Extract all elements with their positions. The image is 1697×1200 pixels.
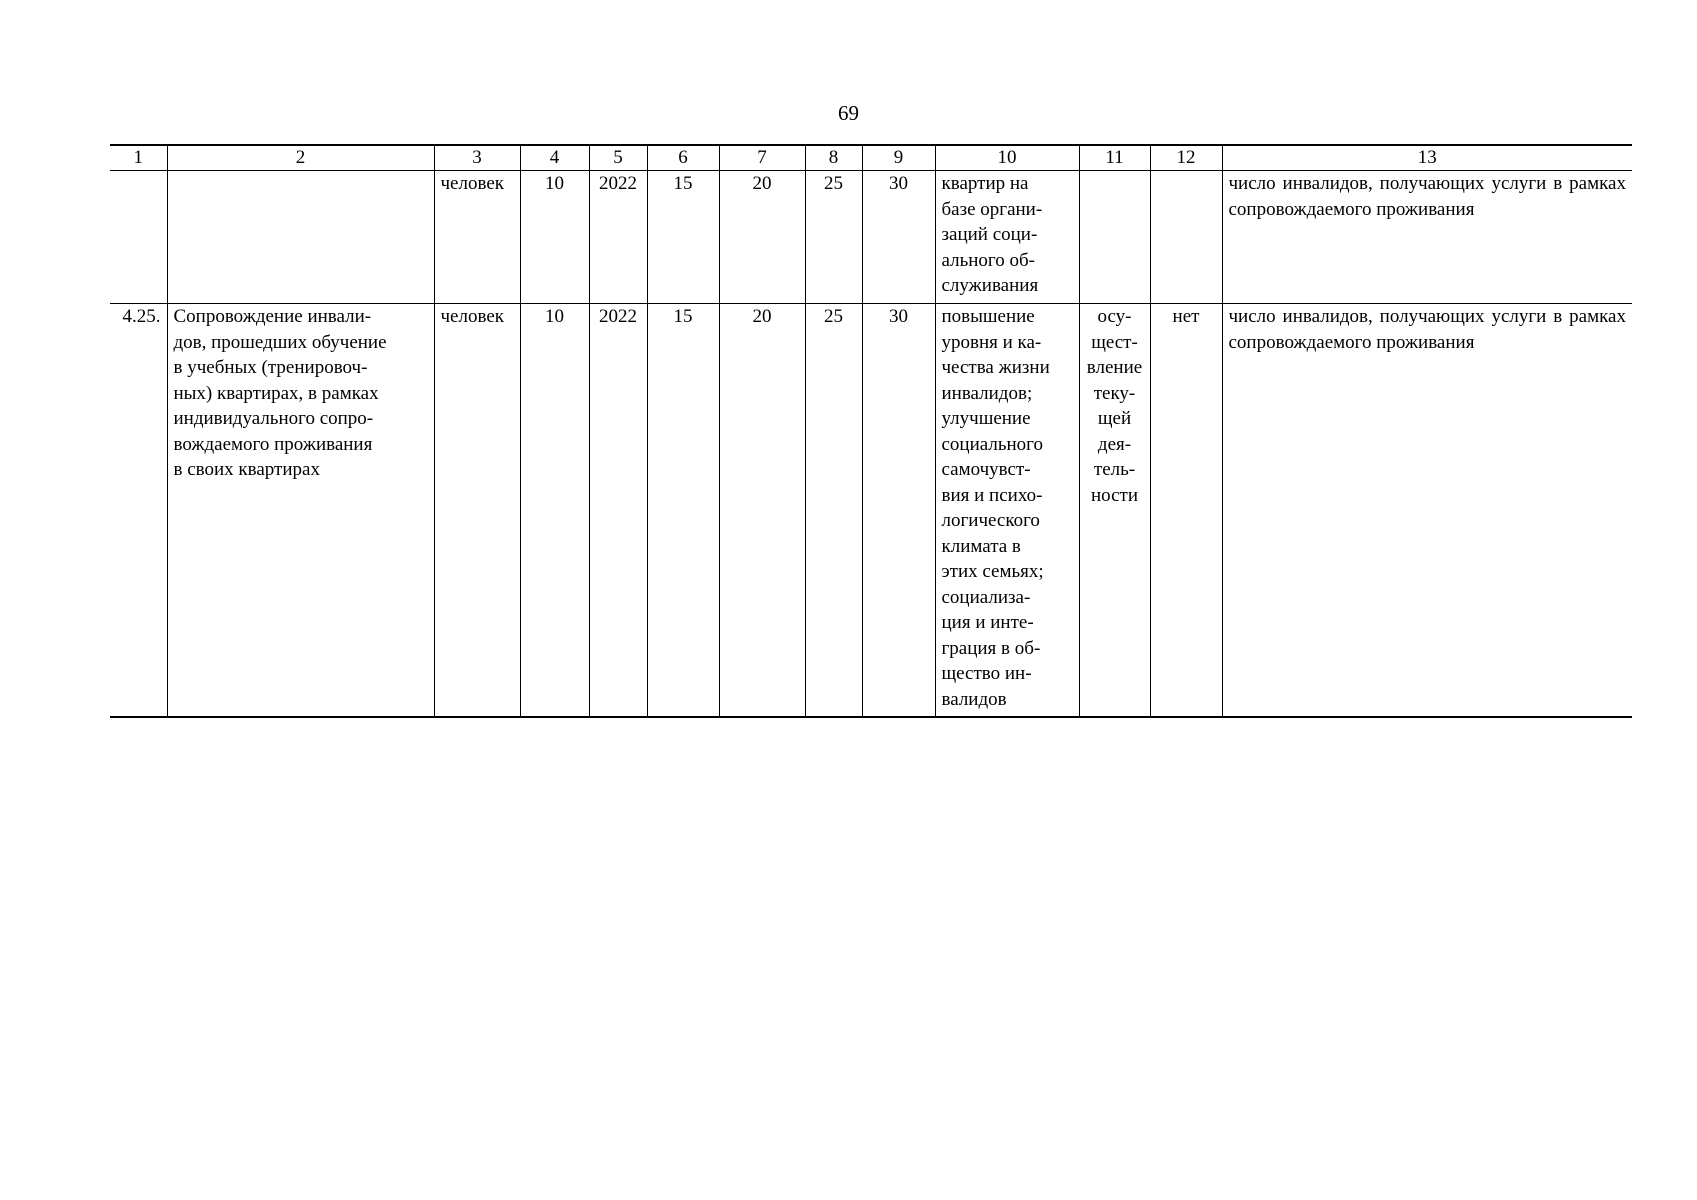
table-row: [110, 171, 1632, 304]
flag-cell: [1150, 171, 1222, 304]
activity-cell: осу- щест- вление теку- щей дея- тель- ности: [1079, 304, 1150, 717]
row-number-cell: 4.25.: [110, 304, 167, 717]
column-header-13: 13: [1222, 145, 1632, 171]
data-table: [110, 144, 1632, 718]
column-header-3: 3: [434, 145, 520, 171]
page-number: 69: [838, 101, 859, 125]
measure-name-cell: [167, 171, 434, 304]
unit-cell: человек: [434, 304, 520, 717]
column-header-6: 6: [647, 145, 719, 171]
value-cell: 25: [805, 171, 862, 304]
value-cell: 30: [862, 171, 935, 304]
value-cell: 30: [862, 304, 935, 717]
value-cell: 15: [647, 304, 719, 717]
year-cell: 2022: [589, 304, 647, 717]
column-header-9: 9: [862, 145, 935, 171]
value-cell: 20: [719, 304, 805, 717]
activity-cell: [1079, 171, 1150, 304]
column-header-4: 4: [520, 145, 589, 171]
column-header-1: 1: [110, 145, 167, 171]
unit-cell: человек: [434, 171, 520, 304]
value-cell: 15: [647, 171, 719, 304]
indicator-cell: число инвалидов, получающих услуги в рамках сопровождаемого проживания: [1222, 304, 1632, 717]
value-cell: 20: [719, 171, 805, 304]
column-header-12: 12: [1150, 145, 1222, 171]
value-cell: 25: [805, 304, 862, 717]
column-header-7: 7: [719, 145, 805, 171]
indicator-cell: число инвалидов, получающих услуги в рамках сопровождаемого проживания: [1222, 171, 1632, 304]
column-header-8: 8: [805, 145, 862, 171]
flag-cell: нет: [1150, 304, 1222, 717]
column-header-2: 2: [167, 145, 434, 171]
result-cell: квартир на базе органи- заций соци- ального об- служивания: [935, 171, 1079, 304]
column-header-10: 10: [935, 145, 1079, 171]
column-header-11: 11: [1079, 145, 1150, 171]
value-cell: 10: [520, 171, 589, 304]
year-cell: 2022: [589, 171, 647, 304]
result-cell: повышение уровня и ка- чества жизни инвалидов; улучшение социального самочувст- вия и психо- логического климата в этих семьях; социализа- ция и инте- грация в об- щество ин- валидов: [935, 304, 1079, 717]
column-header-5: 5: [589, 145, 647, 171]
table-row: [110, 304, 1632, 717]
measure-name-cell: Сопровождение инвали- дов, прошедших обучение в учебных (тренировоч- ных) квартирах, в рамках индивидуального сопро- вождаемого проживания в своих квартирах: [167, 304, 434, 717]
value-cell: 10: [520, 304, 589, 717]
header-row: [110, 145, 1632, 171]
row-number-cell: [110, 171, 167, 304]
